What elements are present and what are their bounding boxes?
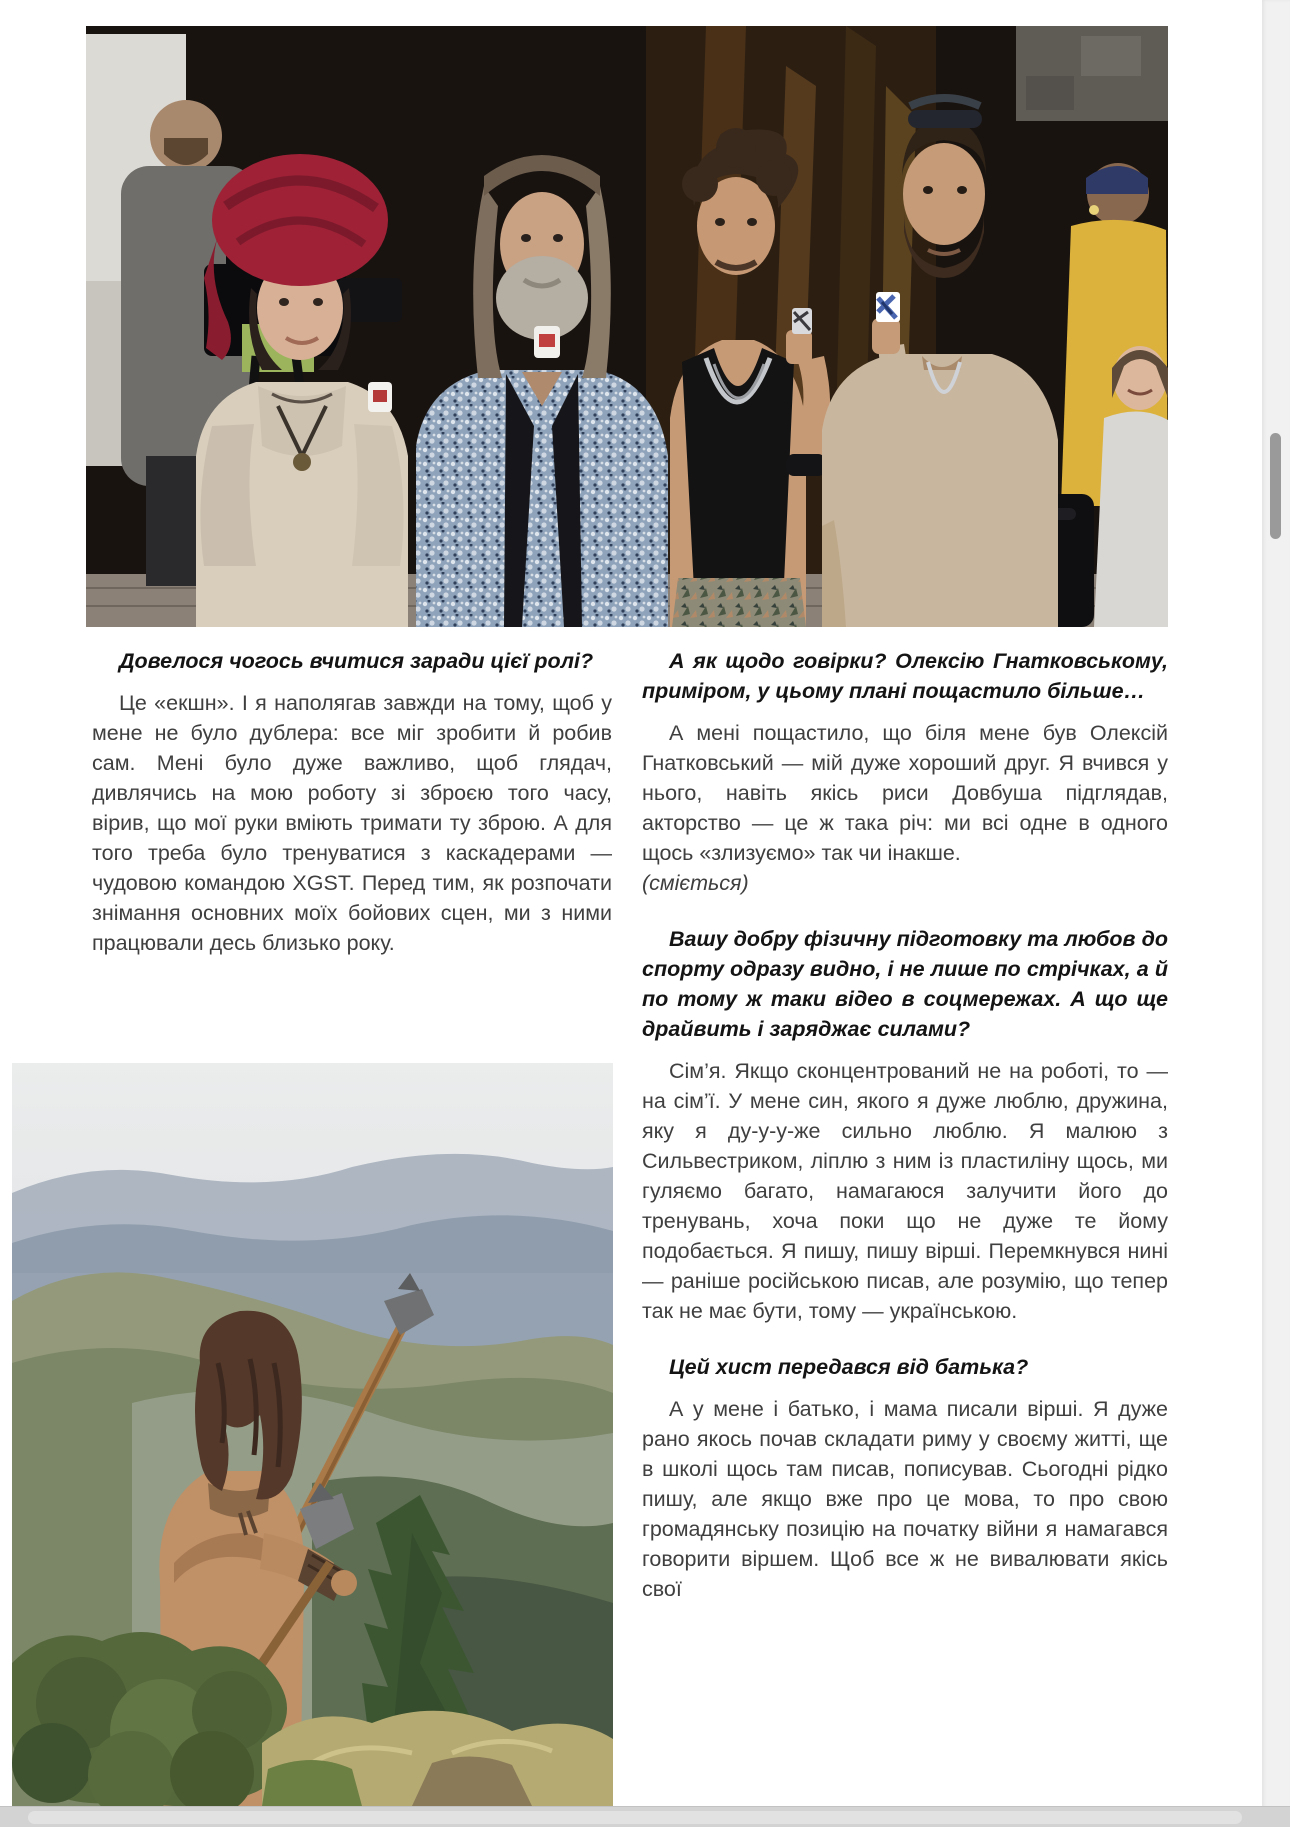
interview-answer (642, 718, 1168, 898)
interview-answer: Це «екшн». І я наполягав завжди на тому, щоб у мене не було дублера: все міг зробити й робив сам. Мені було дуже важливо, щоб глядач, дивлячись на мою роботу зі зброєю того часу, вірив, що мої руки вміють тримати ту зброю. А для того треба було тренуватися з каскадерами — чудовою командою XGST. Перед тим, як розпочати знімання основних моїх бойових сцен, ми з ними працювали десь близько року. (92, 691, 612, 955)
article-left-column (92, 646, 612, 958)
photo-behind-the-scenes (86, 26, 1168, 627)
photo-mountain-actor (12, 1063, 613, 1806)
interview-question: Вашу добру фізичну підготовку та любов до спорту одразу видно, і не лише по стрічках, а й по тому ж таки відео в соцмережах. А що ще драйвить і заряджає силами? (642, 927, 1168, 1041)
interview-question: Цей хист передався від батька? (669, 1355, 1029, 1379)
interview-answer: Сім’я. Якщо сконцентрований не на роботі, то — на сім’ї. У мене син, якого я дуже люблю, дружина, яку я ду-у-у-же сильно люблю. Я малюю з Сильвестриком, ліплю з ним із пластиліну щось, ми гуляємо багато, намагаюся залучити його до тренувань, хоча поки що не дуже те йому подобається. Я пишу, пишу вірші. Перемкнувся нині — раніше російською писав, але розумію, що тепер так не має бути, тому — українською. (642, 1059, 1168, 1323)
interview-answer-text: А мені пощастило, що біля мене був Олексій Гнатковський — мій дуже хороший друг. Я вчився у нього, навіть якісь риси Довбуша підглядав, акторство — це ж така річ: ми всі одне в одного щось «злизуємо» так чи інакше. (642, 721, 1168, 865)
photo-mountain-actor-art (12, 1063, 613, 1806)
interview-question: Довелося чогось вчитися заради цієї ролі? (119, 649, 594, 673)
interview-question: А як щодо говірки? Олексію Гнатковському, приміром, у цьому плані пощастило більше… (642, 649, 1168, 703)
article-right-column (642, 646, 1168, 1604)
bottom-scrollbar-track[interactable] (0, 1806, 1290, 1827)
vertical-scrollbar-track[interactable] (1262, 0, 1290, 1827)
photo-behind-the-scenes-art (86, 26, 1168, 627)
interview-answer: А у мене і батько, і мама писали вірші. Я дуже рано якось почав складати риму у своєму житті, ще в школі щось там писав, пописував. Сьогодні рідко пишу, але якщо вже про це мова, то про свою громадянську позицію на початку війни я намагався говорити віршем. Щоб все ж не вивалювати якісь свої (642, 1397, 1168, 1601)
horizontal-scrollbar-thumb[interactable] (28, 1811, 1242, 1824)
stage-note: (сміється) (642, 871, 749, 895)
vertical-scrollbar-thumb[interactable] (1270, 433, 1281, 539)
